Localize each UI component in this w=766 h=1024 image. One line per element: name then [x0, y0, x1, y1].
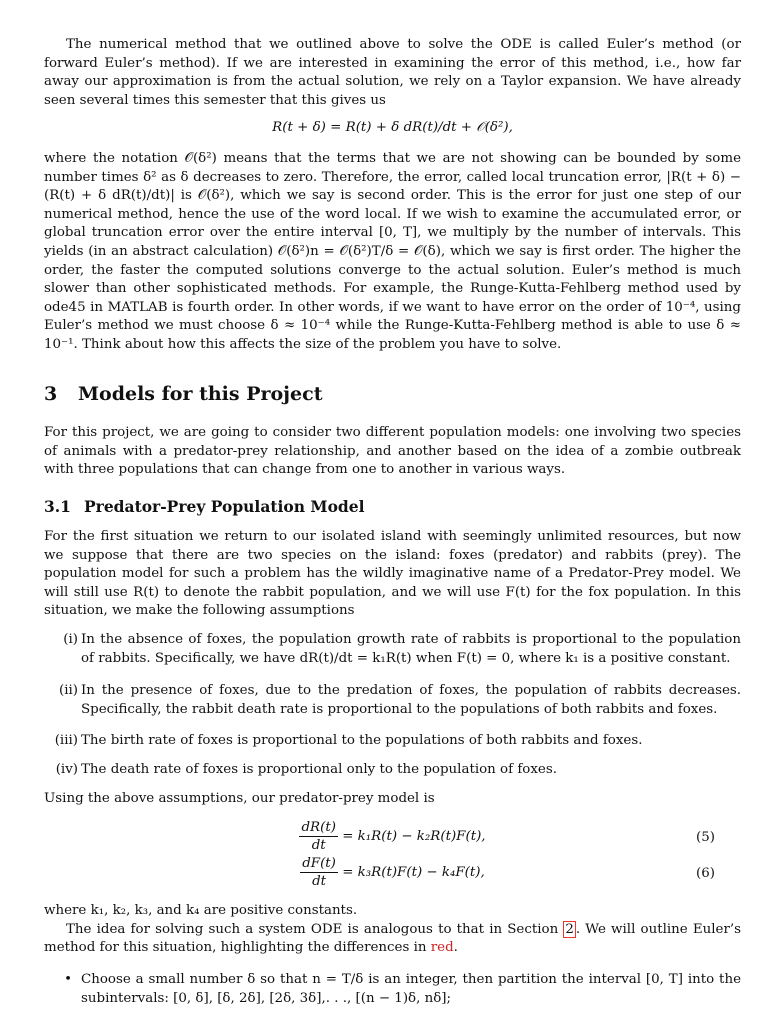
bullet-dot-icon: •	[64, 972, 72, 987]
p4-text-b: . We will outline Euler’s method for this situation, highlighting the differences in	[44, 921, 741, 956]
p4-text-a: The idea for solving such a system ODE is analogous to that in Section	[66, 921, 564, 937]
assumption-label: (ii)	[58, 683, 78, 698]
intro-paragraph-2	[44, 150, 741, 355]
assumption-text: In the absence of foxes, the population growth rate of rabbits is proportional to the population of rabbits. Specifically, we have dR(t)/dt = k₁R(t) when F(t) = 0, where k₁ is a positive constant.	[81, 632, 741, 666]
equation-6	[44, 855, 741, 890]
section-3-1-text-3: where k₁, k₂, k₃, and k₄ are positive constants.	[44, 903, 358, 918]
section-3-1-title: Predator-Prey Population Model	[84, 497, 365, 516]
equation-6-number: (6)	[696, 866, 715, 881]
p4-red-word: red	[430, 940, 454, 956]
equation-5-number: (5)	[696, 830, 715, 845]
assumption-label: (i)	[63, 632, 78, 647]
section-3-1-paragraph-2	[44, 790, 741, 809]
section-3-1-paragraph-4	[44, 921, 741, 958]
equation-6-numerator: dF(t)	[302, 856, 336, 871]
intro-text-2: where the notation 𝒪(δ²) means that the terms that we are not showing can be bounded by some number times δ² as δ decreases to zero. Therefore, the error, called local truncation error, |R(t + δ) − (R(t) + δ dR(t)/dt)| is 𝒪(δ²), which we say is second order. This is the error for just one step of our numerical method, hence the use of the word local. If we wish to examine the accumulated error, or global truncation error over the entire interval [0, T], we multiply by the number of intervals. This yields (in an abstract calculation) 𝒪(δ²)n = 𝒪(δ²)T/δ = 𝒪(δ), which we say is first order. The higher the order, the faster the computed solutions converge to the actual solution. Euler’s method is much slower than other sophisticated methods. For example, the Runge-Kutta-Fehlberg method used by ode45 in MATLAB is fourth order. In other words, if we want to have error on the order of 10⁻⁴, using Euler’s method we must choose δ ≈ 10⁻⁴ while the Runge-Kutta-Fehlberg method is able to use δ ≈ 10⁻¹. Think about how this affects the size of the problem you have to solve.	[44, 151, 741, 352]
assumption-item	[44, 631, 741, 668]
equation-6-fraction	[300, 855, 338, 890]
assumption-label: (iv)	[55, 762, 78, 777]
section-3-1-paragraph-1	[44, 528, 741, 621]
section-2-reference-link[interactable]: 2	[565, 921, 574, 937]
section-3-1-heading	[44, 498, 365, 517]
equation-5-rhs: = k₁R(t) − k₂R(t)F(t),	[342, 829, 486, 844]
section-3-1-text-2: Using the above assumptions, our predator-prey model is	[44, 791, 435, 806]
taylor-equation	[44, 119, 741, 138]
assumption-text: The death rate of foxes is proportional only to the population of foxes.	[81, 762, 557, 777]
section-3-text: For this project, we are going to consider two different population models: one involving two species of animals with a predator-prey relationship, and another based on the idea of a zombie outbreak with three populations that can change from one to another in various ways.	[44, 425, 741, 478]
intro-paragraph-1	[44, 36, 741, 110]
assumption-text: In the presence of foxes, due to the predation of foxes, the population of rabbits decreases. Specifically, the rabbit death rate is proportional to the populations of both rabbits and foxes.	[81, 683, 741, 717]
equation-5-denominator: dt	[311, 838, 326, 853]
assumption-text: The birth rate of foxes is proportional to the populations of both rabbits and foxes.	[81, 733, 643, 748]
equation-5-numerator: dR(t)	[301, 820, 336, 835]
section-3-heading	[44, 385, 322, 404]
section-3-paragraph	[44, 424, 741, 480]
bullet-text: Choose a small number δ so that n = T/δ is an integer, then partition the interval [0, T] into the subintervals: [0, δ], [δ, 2δ], [2δ, 3δ],. . ., [(n − 1)δ, nδ];	[81, 972, 741, 1006]
taylor-equation-text: R(t + δ) = R(t) + δ dR(t)/dt + 𝒪(δ²),	[272, 120, 513, 135]
section-3-1-paragraph-3	[44, 902, 741, 958]
section-3-1-text-1: For the first situation we return to our isolated island with seemingly unlimited resources, but now we suppose that there are two species on the island: foxes (predator) and rabbits (prey). The population model for such a problem has the wildly imaginative name of a Predator-Prey model. We will still use R(t) to denote the rabbit population, and we will use F(t) for the fox population. In this situation, we make the following assumptions	[44, 529, 741, 619]
section-3-1-number: 3.1	[44, 497, 71, 516]
section-3-number: 3	[44, 383, 58, 405]
intro-text-1: The numerical method that we outlined above to solve the ODE is called Euler’s method (or forward Euler’s method). If we are interested in examining the error of this method, i.e., how far away our approximation is from the actual solution, we rely on a Taylor expansion. We have already seen several times this semester that this gives us	[44, 37, 741, 108]
equation-5-fraction	[299, 819, 337, 854]
bullet-item	[44, 971, 741, 1008]
equation-5	[44, 819, 741, 854]
equation-6-rhs: = k₃R(t)F(t) − k₄F(t),	[342, 865, 485, 880]
p4-text-c: .	[453, 940, 458, 956]
assumption-label: (iii)	[54, 733, 78, 748]
section-3-title: Models for this Project	[78, 383, 323, 405]
assumption-item	[44, 761, 741, 780]
assumption-item	[44, 682, 741, 719]
equation-6-denominator: dt	[312, 874, 327, 889]
assumption-item	[44, 732, 741, 751]
